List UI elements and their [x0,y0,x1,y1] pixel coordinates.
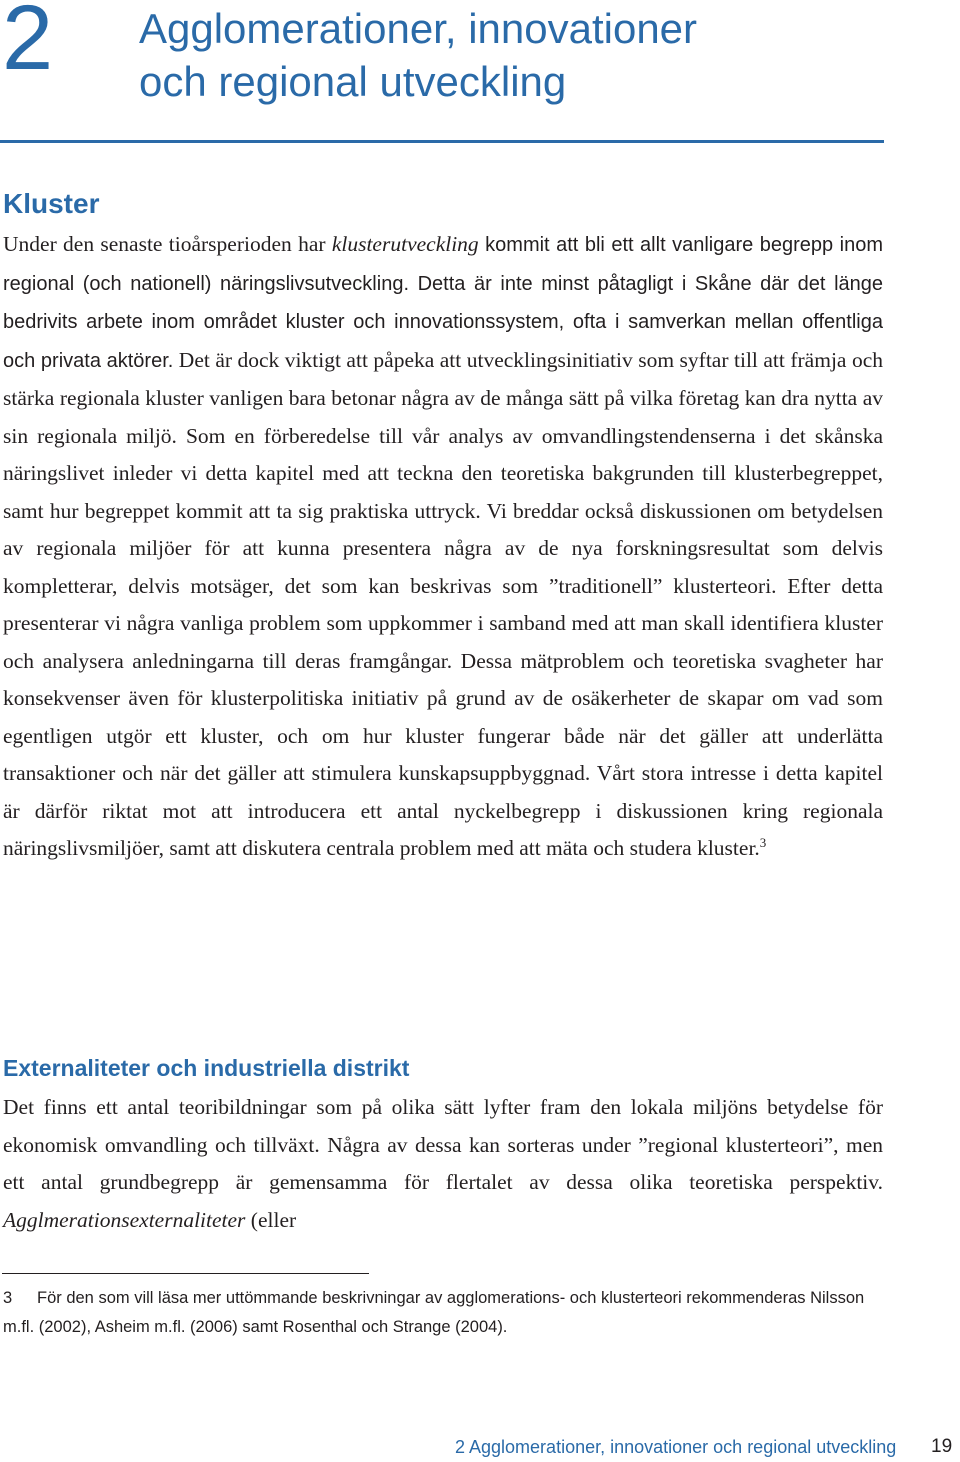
paragraph-kluster [3,226,883,868]
paragraph-text: Det är dock viktigt att påpeka att utvecklingsinitiativ som syftar till att främja och stärka regionala kluster vanligen bara betonar några av de många sätt på vilka företag kan dra nytta av sin regionala miljö. Som en förberedelse till vår analys av omvandlingstendenserna i det skånska näringslivet inleder vi detta kapitel med att teckna den teoretiska bakgrunden till klusterbegreppet, samt hur begreppet kommit att ta sig praktiska uttryck. Vi breddar också diskussionen om betydelsen av regionala miljöer för att kunna presentera några av de nya forskningsresultat som delvis kompletterar, delvis motsäger, det som kan beskrivas som ”traditionell” klusterteori. Efter detta presenterar vi några vanliga problem som uppkommer i samband med att man skall identifiera kluster och analysera anledningarna till deras framgångar. Dessa mätproblem och teoretiska svagheter har konsekvenser även för klusterpolitiska initiativ på grund av de osäkerheter de skapar om vad som egentligen utgör ett kluster, och om hur kluster fungerar både när det gäller att underlätta transaktioner och när det gäller att stimulera kunskapsuppbyggnad. Vårt stora intresse i detta kapitel är därför riktat mot att introducera ett antal nyckelbegrepp i diskussionen kring regionala näringslivsmiljöer, samt att diskutera centrala problem med att mäta och studera kluster. [3,347,883,860]
paragraph-text: kommit att bli ett allt vanligare begrepp inom regional (och nationell) näringslivsutveckling. Detta är inte minst påtagligt i Skåne där det länge bedrivits arbete inom området kluster och innovationssystem, ofta i samverkan mellan offentliga och privata aktörer. [3,234,883,372]
chapter-divider [0,140,884,143]
footnote-text: För den som vill läsa mer uttömmande beskrivningar av agglomerations- och klusterteori rekommenderas Nilsson m.fl. (2002), Asheim m.fl. (2006) samt Rosenthal och Strange (2004). [3,1289,865,1336]
section-heading-kluster: Kluster [3,188,100,219]
paragraph-text: Under den senaste tioårsperioden har [3,232,332,256]
chapter-title-line-2: och regional utveckling [139,58,567,105]
paragraph-externaliteter [3,1089,883,1239]
chapter-number: 2 [2,0,54,89]
page-number: 19 [931,1436,953,1457]
section-heading-externaliteter: Externaliteter och industriella distrikt [3,1055,410,1081]
footnote-divider [2,1273,369,1274]
footnote [3,1284,875,1342]
paragraph-text: (eller [245,1207,297,1232]
chapter-title-line-1: Agglomerationer, innovationer [139,5,698,52]
footnote-reference[interactable]: 3 [759,834,767,850]
footnote-number: 3 [3,1289,13,1307]
chapter-title [139,2,919,108]
paragraph-text: Det finns ett antal teoribildningar som på olika sätt lyfter fram den lokala miljöns betydelse för ekonomisk omvandling och tillväxt. Några av dessa kan sorteras under ”regional klusterteori”, men ett antal grundbegrepp är gemensamma för flertalet av dessa olika teoretiska perspektiv. [3,1095,883,1194]
running-footer: 2 Agglomerationer, innovationer och regional utveckling [455,1437,897,1457]
italic-term: klusterutveckling [331,232,479,256]
italic-term: Agglmerationsexternaliteter [3,1207,246,1232]
